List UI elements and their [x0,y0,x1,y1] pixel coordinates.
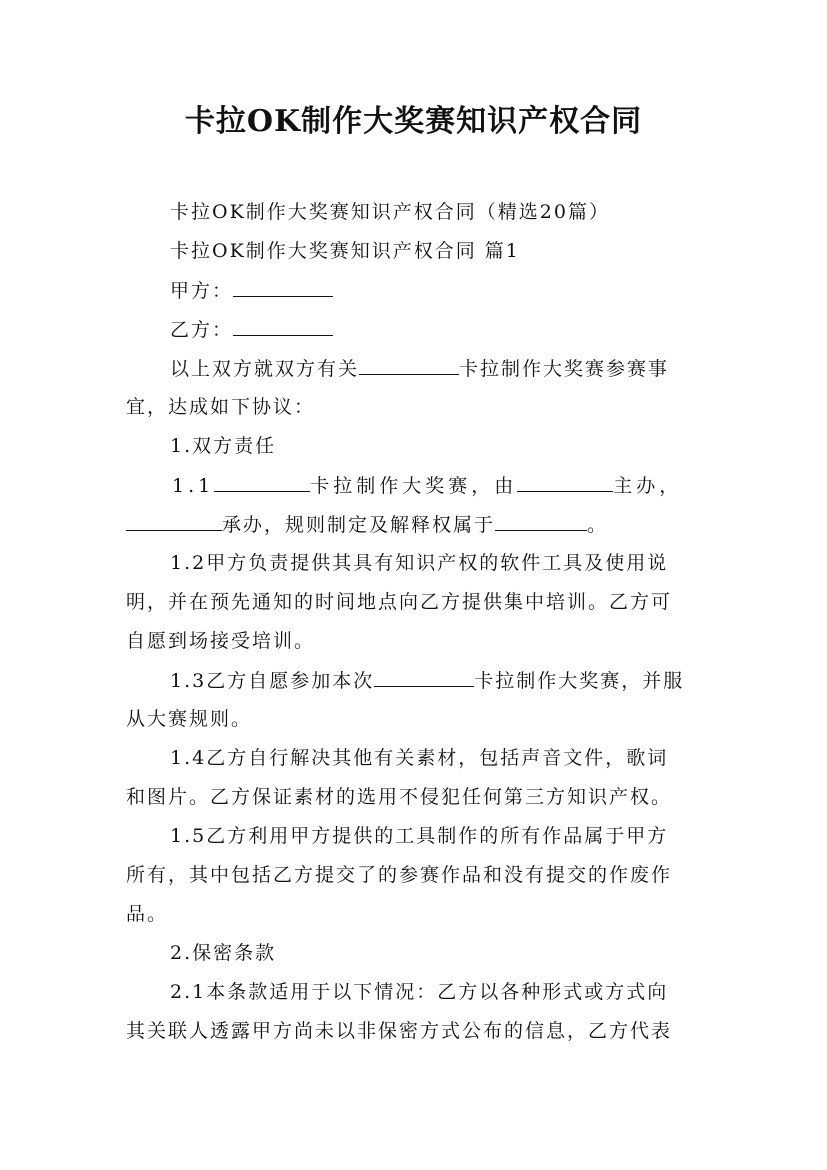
intro-line-2: 宜，达成如下协议： [126,396,316,418]
clause-2-1-line-2: 其关联人透露甲方尚未以非保密方式公布的信息，乙方代表 [126,1020,673,1042]
clause-1-1-line-2 [126,510,608,539]
clause-1-2-line-2: 明，并在预先通知的时间地点向乙方提供集中培训。乙方可 [126,591,673,613]
clause-1-1-blank-3 [126,510,222,531]
party-b-label: 乙方： [170,319,234,341]
clause-1-3-line-1 [170,666,684,695]
party-b-blank [233,315,333,336]
intro-text-b: 卡拉制作大奖赛参赛事 [459,358,670,380]
party-a-blank [233,276,333,297]
clause-1-3-text-b: 卡拉制作大奖赛，并服 [474,670,685,692]
party-a-line [170,276,333,305]
clause-1-1-text-d: 承办，规则制定及解释权属于 [222,514,496,536]
clause-1-1-text-c: 主办， [613,475,683,497]
clause-1-1-line-1 [172,471,682,500]
clause-1-1-text-e: 。 [587,514,609,536]
clause-1-5-line-3: 品。 [126,903,169,925]
clause-1-4-line-1: 1.4乙方自行解决其他有关素材，包括声音文件，歌词 [170,747,669,769]
document-subtitle: 卡拉OK制作大奖赛知识产权合同（精选20篇） [170,201,610,223]
party-b-line [170,315,333,344]
party-a-label: 甲方： [170,280,234,302]
clause-1-3-blank [374,666,474,687]
clause-1-1-blank-4 [495,510,587,531]
intro-line-1 [170,354,669,383]
clause-1-2-line-3: 自愿到场接受培训。 [126,630,316,652]
clause-1-1-number: 1.1 [172,475,215,497]
document-title: 卡拉OK制作大奖赛知识产权合同 [184,104,643,139]
clause-1-1-blank-2 [517,471,613,492]
clause-2-1-line-1: 2.1本条款适用于以下情况：乙方以各种形式或方式向 [170,981,669,1003]
clause-1-1-blank-1 [214,471,310,492]
clause-1-2-line-1: 1.2甲方负责提供其具有知识产权的软件工具及使用说 [170,552,669,574]
intro-blank [359,354,459,375]
section-2-heading: 2.保密条款 [170,942,277,964]
clause-1-5-line-2: 所有，其中包括乙方提交了的参赛作品和没有提交的作废作 [126,864,673,886]
article-heading: 卡拉OK制作大奖赛知识产权合同 篇1 [170,240,520,262]
clause-1-5-line-1: 1.5乙方利用甲方提供的工具制作的所有作品属于甲方 [170,825,669,847]
clause-1-3-line-2: 从大赛规则。 [126,708,253,730]
clause-1-1-text-b: 卡拉制作大奖赛，由 [310,475,518,497]
intro-text-a: 以上双方就双方有关 [170,358,360,380]
clause-1-4-line-2: 和图片。乙方保证素材的选用不侵犯任何第三方知识产权。 [126,786,673,808]
clause-1-3-text-a: 1.3乙方自愿参加本次 [170,670,375,692]
section-1-heading: 1.双方责任 [170,435,277,457]
